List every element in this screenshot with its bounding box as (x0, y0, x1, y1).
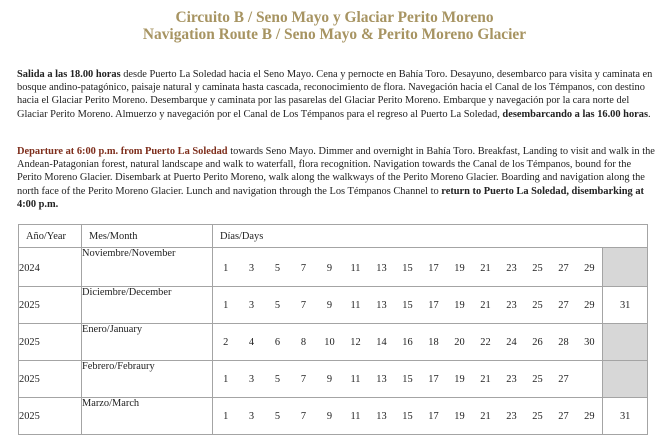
cell-day: 11 (343, 248, 369, 287)
cell-day: 22 (473, 324, 499, 361)
cell-day: 11 (343, 287, 369, 324)
cell-day: 21 (473, 398, 499, 435)
cell-day: 15 (395, 287, 421, 324)
cell-month: Noviembre/November (82, 248, 213, 287)
header-days: Días/Days (213, 225, 603, 248)
cell-year: 2025 (19, 324, 82, 361)
cell-day: 11 (343, 398, 369, 435)
cell-day (577, 361, 603, 398)
cell-day: 15 (395, 248, 421, 287)
cell-day: 23 (499, 398, 525, 435)
cell-day: 27 (551, 287, 577, 324)
cell-day: 25 (525, 248, 551, 287)
cell-day: 14 (369, 324, 395, 361)
header-year: Año/Year (19, 225, 82, 248)
cell-day: 17 (421, 248, 447, 287)
cell-day: 29 (577, 287, 603, 324)
arrival-bold-es: desembarcando a las 16.00 horas (502, 108, 648, 120)
header-days-filler (603, 225, 648, 248)
cell-day: 23 (499, 287, 525, 324)
cell-day: 9 (317, 361, 343, 398)
cell-day: 30 (577, 324, 603, 361)
cell-day-last: 31 (603, 287, 648, 324)
cell-year: 2025 (19, 287, 82, 324)
schedule-table (18, 224, 648, 435)
cell-day: 19 (447, 287, 473, 324)
cell-day: 9 (317, 248, 343, 287)
cell-day-last: 31 (603, 398, 648, 435)
cell-month: Diciembre/December (82, 287, 213, 324)
cell-day: 10 (317, 324, 343, 361)
cell-day: 7 (291, 248, 317, 287)
cell-day: 27 (551, 248, 577, 287)
cell-day: 3 (239, 398, 265, 435)
cell-day: 7 (291, 361, 317, 398)
cell-day: 13 (369, 248, 395, 287)
cell-day-last (603, 324, 648, 361)
cell-day: 7 (291, 287, 317, 324)
cell-day: 5 (265, 398, 291, 435)
cell-day: 17 (421, 287, 447, 324)
description-english (17, 145, 657, 211)
cell-day: 1 (213, 248, 239, 287)
title-english: Navigation Route B / Seno Mayo & Perito Moreno Glacier (142, 26, 527, 43)
cell-day: 19 (447, 398, 473, 435)
cell-year: 2025 (19, 398, 82, 435)
cell-day: 17 (421, 398, 447, 435)
cell-day: 15 (395, 361, 421, 398)
cell-day: 1 (213, 287, 239, 324)
description-body-es: desde Puerto La Soledad hacia el Seno Mayo. Cena y pernocte en Bahía Toro. Desayuno, desembarco para visita y caminata en bosque andino-patagónico, paisaje natural y caminata hasta cascada, reconocimiento de flora. Navegación hacia el Canal de los Témpanos, con destino hacia el Glaciar Perito Moreno. Desembarque y caminata por las pasarelas del Glaciar Perito Moreno. Embarque y navegación por la cara norte del Glaciar Perito Moreno. Almuerzo y navegación por el Canal de Los Témpanos para el regreso al Puerto La Soledad, (17, 69, 653, 120)
cell-day: 25 (525, 398, 551, 435)
table-row (19, 398, 648, 435)
header-month: Mes/Month (82, 225, 213, 248)
description-body-en: towards Seno Mayo. Dimmer and overnight in Bahía Toro. Breakfast, Landing to visit and walk in the Andean-Patagonian forest, natural landscape and walk to waterfall, flora recognition. Navigation towards the Canal de los Témpanos, bound for the Perito Moreno Glacier. Disembark at Puerto Perito Moreno, walk along the walkways of the Perito Moreno Glacier. Boarding and navigation along the north face of the Perito Moreno Glacier. Lunch and navigation through the Los Témpanos Channel to (17, 146, 655, 197)
cell-day: 19 (447, 361, 473, 398)
cell-day: 21 (473, 361, 499, 398)
cell-day: 27 (551, 361, 577, 398)
cell-day: 13 (369, 361, 395, 398)
cell-day: 7 (291, 398, 317, 435)
departure-bold-es: Salida a las 18.00 horas (17, 69, 121, 80)
cell-day: 25 (525, 361, 551, 398)
cell-day: 20 (447, 324, 473, 361)
cell-day: 12 (343, 324, 369, 361)
cell-day: 5 (265, 248, 291, 287)
description-spanish (17, 68, 657, 121)
title-spanish: Circuito B / Seno Mayo y Glaciar Perito Moreno (175, 9, 494, 26)
arrival-bold-en: return to Puerto La Soledad, disembarking at 4:00 p.m. (17, 185, 644, 210)
cell-day: 23 (499, 248, 525, 287)
table-row (19, 248, 648, 287)
cell-month: Marzo/March (82, 398, 213, 435)
cell-day: 16 (395, 324, 421, 361)
table-row (19, 361, 648, 398)
cell-day: 23 (499, 361, 525, 398)
cell-month: Febrero/Febraury (82, 361, 213, 398)
cell-day: 3 (239, 248, 265, 287)
header (0, 9, 669, 43)
cell-day: 18 (421, 324, 447, 361)
cell-day: 19 (447, 248, 473, 287)
cell-day: 2 (213, 324, 239, 361)
cell-day: 24 (499, 324, 525, 361)
cell-day: 4 (239, 324, 265, 361)
departure-bold-en: Departure at 6:00 p.m. from Puerto La Soledad (17, 146, 228, 157)
table-row (19, 287, 648, 324)
table-row (19, 324, 648, 361)
cell-day: 1 (213, 361, 239, 398)
cell-day: 1 (213, 398, 239, 435)
table-header-row (19, 225, 648, 248)
cell-year: 2024 (19, 248, 82, 287)
cell-day-last (603, 361, 648, 398)
cell-day: 6 (265, 324, 291, 361)
cell-day: 29 (577, 248, 603, 287)
cell-day: 5 (265, 361, 291, 398)
cell-day: 3 (239, 287, 265, 324)
cell-day: 13 (369, 398, 395, 435)
cell-day: 11 (343, 361, 369, 398)
cell-day: 17 (421, 361, 447, 398)
cell-year: 2025 (19, 361, 82, 398)
description-tail-es: . (648, 108, 651, 120)
cell-day: 9 (317, 398, 343, 435)
cell-day: 21 (473, 287, 499, 324)
cell-day: 21 (473, 248, 499, 287)
cell-day: 13 (369, 287, 395, 324)
cell-day: 26 (525, 324, 551, 361)
cell-day: 8 (291, 324, 317, 361)
cell-day: 27 (551, 398, 577, 435)
cell-month: Enero/January (82, 324, 213, 361)
cell-day: 3 (239, 361, 265, 398)
cell-day: 5 (265, 287, 291, 324)
cell-day: 29 (577, 398, 603, 435)
cell-day-last (603, 248, 648, 287)
cell-day: 25 (525, 287, 551, 324)
cell-day: 28 (551, 324, 577, 361)
cell-day: 15 (395, 398, 421, 435)
cell-day: 9 (317, 287, 343, 324)
